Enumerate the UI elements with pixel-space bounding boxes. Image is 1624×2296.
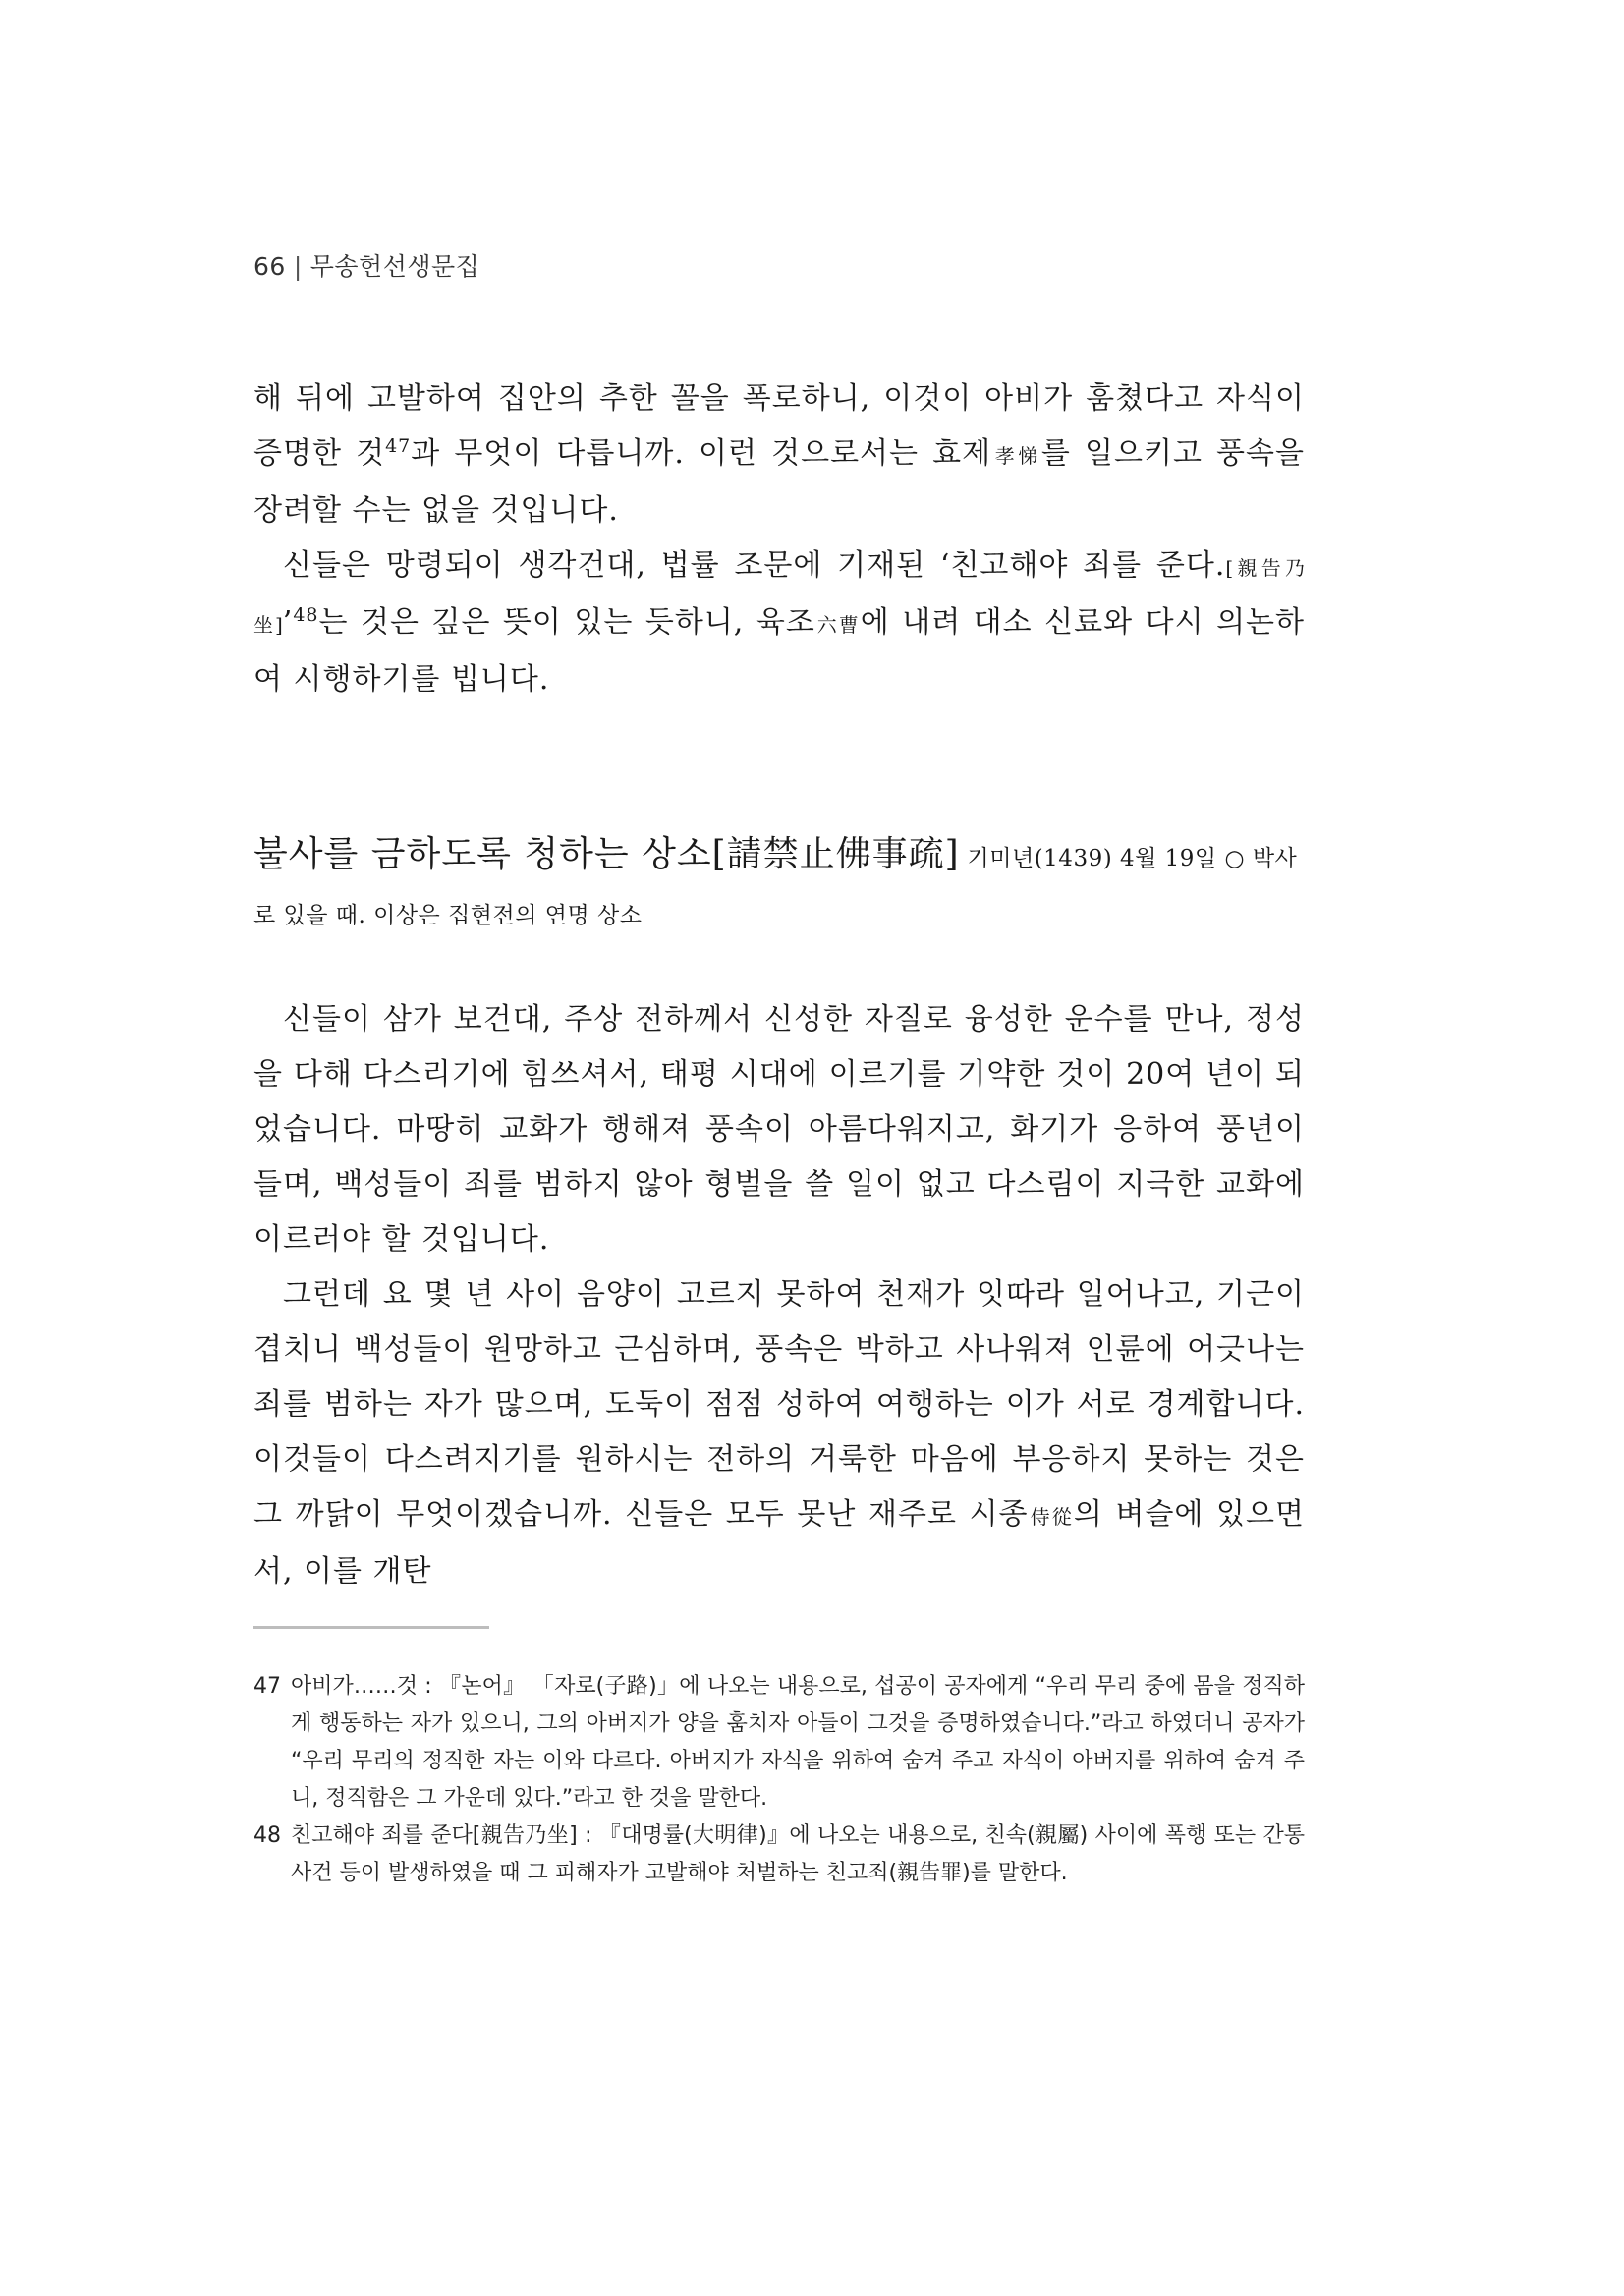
text-run: 에 내려 대소 신료와 다시 의논하여 시행하기를 빕니다. bbox=[253, 605, 1306, 697]
section-title: 불사를 금하도록 청하는 상소[請禁止佛事疏] bbox=[253, 834, 960, 874]
text-run: 과 무엇이 다릅니까. 이런 것으로서는 효제 bbox=[411, 436, 992, 471]
footnote-number: 47 bbox=[253, 1674, 281, 1699]
footnote-divider bbox=[253, 1626, 489, 1629]
text-run: ’ bbox=[282, 605, 294, 640]
body-text-block-2 bbox=[253, 992, 1305, 1599]
hanja-gloss: 孝悌 bbox=[991, 444, 1041, 468]
paragraph bbox=[253, 371, 1305, 538]
running-head bbox=[253, 248, 479, 283]
hanja-gloss: [親告乃坐] bbox=[253, 556, 1305, 637]
section-subtitle: 기미년(1439) 4월 19일 ○ 박사로 있을 때. 이상은 집현전의 연명 상소 bbox=[253, 846, 1298, 928]
text-run: 그런데 요 몇 년 사이 음양이 고르지 못하여 천재가 잇따라 일어나고, 기근이 겹치니 백성들이 원망하고 근심하며, 풍속은 박하고 사나워져 인륜에 어긋나는 죄를 범하는 자가 많으며, 도둑이 점점 성하여 여행하는 이가 서로 경계합니다. 이것들이 다스려지기를 원하시는 전하의 거룩한 마음에 부응하지 못하는 것은 그 까닭이 무엇이겠습니까. 신들은 모두 못난 재주로 시종 bbox=[253, 1277, 1305, 1532]
section-heading bbox=[253, 827, 1305, 945]
book-title: 무송헌선생문집 bbox=[309, 252, 480, 281]
footnote-reference-48[interactable]: 48 bbox=[293, 604, 319, 626]
footnote-text: 친고해야 죄를 준다[親告乃坐] : 『대명률(大明律)』에 나오는 내용으로, 친속(親屬) 사이에 폭행 또는 간통 사건 등이 발생하였을 때 그 피해자가 고발해야 처벌하는 친고죄(親告罪)를 말한다. bbox=[291, 1823, 1305, 1885]
text-run: 신들은 망령되이 생각건대, 법률 조문에 기재된 ‘친고해야 죄를 준다. bbox=[283, 548, 1226, 583]
footnote-47 bbox=[253, 1668, 1305, 1818]
footnotes bbox=[253, 1668, 1305, 1892]
paragraph bbox=[253, 1267, 1305, 1599]
hanja-gloss: 侍從 bbox=[1028, 1505, 1074, 1529]
page-number: 66 bbox=[253, 252, 286, 281]
footnote-number: 48 bbox=[253, 1823, 281, 1848]
paragraph bbox=[253, 538, 1305, 707]
footnote-text: 아비가……것 : 『논어』 「자로(子路)」에 나오는 내용으로, 섭공이 공자에게 “우리 무리 중에 몸을 정직하게 행동하는 자가 있으니, 그의 아버지가 양을 훔치자 아들이 그것을 증명하였습니다.”라고 하였더니 공자가 “우리 무리의 정직한 자는 이와 다르다. 아버지가 자식을 위하여 숨겨 주고 자식이 아버지를 위하여 숨겨 주니, 정직함은 그 가운데 있다.”라고 한 것을 말한다. bbox=[291, 1674, 1305, 1811]
footnote-48 bbox=[253, 1818, 1305, 1892]
hanja-gloss: 六曹 bbox=[814, 613, 861, 637]
text-run: 를 일으키고 풍속을 장려할 수는 없을 것입니다. bbox=[253, 436, 1305, 528]
text-run: 의 벼슬에 있으면서, 이를 개탄 bbox=[253, 1497, 1305, 1589]
footnote-reference-47[interactable]: 47 bbox=[385, 435, 412, 457]
paragraph: 신들이 삼가 보건대, 주상 전하께서 신성한 자질로 융성한 운수를 만나, 정성을 다해 다스리기에 힘쓰셔서, 태평 시대에 이르기를 기약한 것이 20여 년이 되었습니다. 마땅히 교화가 행해져 풍속이 아름다워지고, 화기가 응하여 풍년이 들며, 백성들이 죄를 범하지 않아 형벌을 쓸 일이 없고 다스림이 지극한 교화에 이르러야 할 것입니다. bbox=[253, 1002, 1305, 1257]
running-head-separator: | bbox=[293, 252, 303, 281]
text-run: 해 뒤에 고발하여 집안의 추한 꼴을 폭로하니, 이것이 아비가 훔쳤다고 자식이 증명한 것 bbox=[253, 381, 1305, 471]
text-run: 는 것은 깊은 뜻이 있는 듯하니, 육조 bbox=[318, 605, 815, 640]
body-text-block-1 bbox=[253, 371, 1305, 707]
